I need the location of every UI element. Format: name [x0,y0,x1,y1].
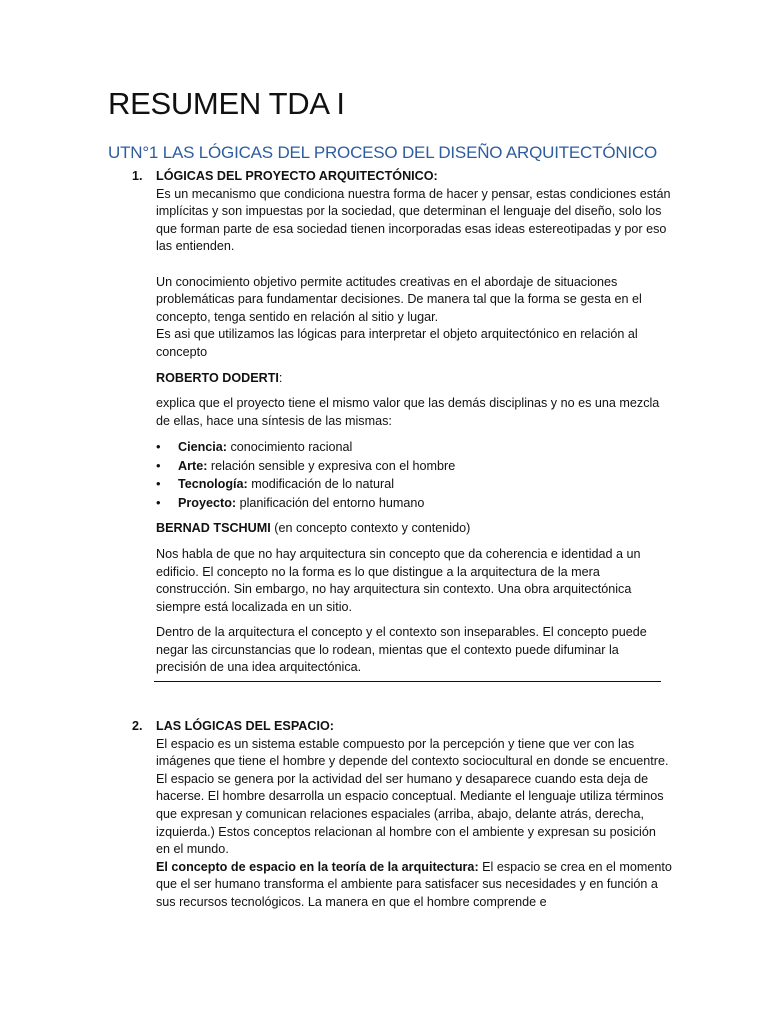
section-2 [132,718,672,912]
doberti-colon: : [278,370,283,385]
section-divider [154,681,661,682]
section-1-paragraph-3: Es asi que utilizamos las lógicas para interpretar el objeto arquitectónico en relación al concepto [156,327,638,359]
list-item-term: Proyecto: [178,495,237,510]
section-2-paragraph-1: El espacio es un sistema estable compuesto por la percepción y tiene que ver con las imágenes que tiene el hombre y depende del contexto sociocultural en donde se encuentre. [156,736,669,769]
document-body [132,168,672,912]
section-1-heading: LÓGICAS DEL PROYECTO ARQUITECTÓNICO: [156,169,438,183]
list-item [156,438,672,457]
doberti-heading-line [156,370,672,388]
list-item [156,475,672,494]
section-2-number: 2. [132,719,143,734]
section-2-heading: LAS LÓGICAS DEL ESPACIO: [156,719,334,734]
doberti-heading: ROBERTO DODERTI [156,370,279,385]
section-1-paragraph-2: Un conocimiento objetivo permite actitudes creativas en el abordaje de situaciones problemáticas para fundamentar decisiones. De manera tal que la forma se gesta en el concepto, tenga sentido en relación al sitio y lugar. [156,274,642,324]
tschumi-paragraph-1: Nos habla de que no hay arquitectura sin concepto que da coherencia e identidad a un edificio. El concepto no la forma es lo que distingue a la arquitectura de la mera construcción. Sin embargo, no hay arquitectura sin contexto. Una obra arquitectónica siempre está localizada en un sitio. [156,546,641,614]
doberti-text: explica que el proyecto tiene el mismo valor que las demás disciplinas y no es una mezcla de ellas, hace una síntesis de las mismas: [156,396,660,428]
list-item [156,457,672,476]
tschumi-heading-line [156,520,672,538]
list-item-term: Tecnología: [178,477,248,492]
section-2-paragraph-3-bold: El concepto de espacio en la teoría de la arquitectura: [156,859,479,874]
section-1-number: 1. [132,169,143,183]
section-2-paragraph-3 [156,859,672,912]
list-item-term: Ciencia: [178,440,227,455]
section-2-paragraph-2: El espacio se genera por la actividad del ser humano y desaparece cuando esta deja de hacerse. El hombre desarrolla un espacio conceptual. Mediante el lenguaje utiliza términos que expresan y comunican relaciones espaciales (arriba, abajo, delante atrás, derecha, izquierda.) Estos conceptos relacionan al hombre con el ambiente y expresan su posición en el mundo. [156,771,664,857]
list-item-text: modificación de lo natural [247,477,395,492]
disciplines-list [156,438,672,512]
section-2-paragraph-3-text: El espacio se crea en el momento que el ser humano transforma el ambiente para satisfacer sus necesidades y en función a sus recursos tecnológicos. La manera en que el hombre comprende e [156,859,672,909]
document-subtitle: UTN°1 LAS LÓGICAS DEL PROCESO DEL DISEÑO ARQUITECTÓNICO [108,143,658,162]
list-item-text: conocimiento racional [227,440,353,455]
list-item-text: relación sensible y expresiva con el hombre [207,458,456,473]
list-item-term: Arte: [178,458,208,473]
section-1 [132,168,672,682]
tschumi-note: (en concepto contexto y contenido) [270,521,471,536]
tschumi-paragraph-2: Dentro de la arquitectura el concepto y el contexto son inseparables. El concepto puede negar las circunstancias que lo rodean, mientas que el contexto puede difuminar la precisión de una idea arquitectónica. [156,625,647,675]
list-item-text: planificación del entorno humano [236,495,425,510]
section-1-paragraph-1: Es un mecanismo que condiciona nuestra forma de hacer y pensar, estas condiciones están implícitas y son impuestas por la sociedad, que determinan el lenguaje del diseño, solo los que forman parte de esa sociedad tienen incorporadas esas ideas estereotipadas y por eso las entienden. [156,186,671,254]
document-title: RESUMEN TDA I [108,86,345,121]
tschumi-heading: BERNAD TSCHUMI [156,521,271,536]
list-item [156,494,672,513]
